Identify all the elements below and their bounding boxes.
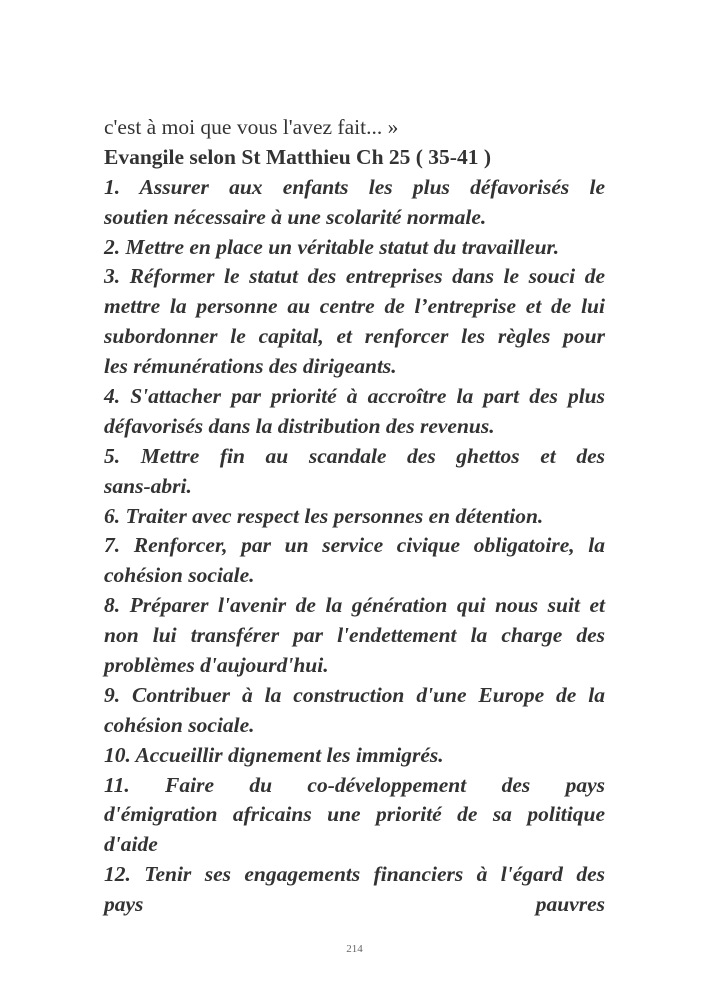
list-item-line: cohésion sociale. <box>104 712 255 737</box>
list-item-line: 7. Renforcer, par un service civique obligatoire, la <box>104 533 605 558</box>
proposal-list <box>104 173 605 920</box>
bible-reference: Evangile selon St Matthieu Ch 25 ( 35-41 ) <box>104 144 491 169</box>
list-item <box>104 681 605 741</box>
list-item-line: 4. S'attacher par priorité à accroître la part des plus <box>104 384 605 409</box>
list-item <box>104 262 605 382</box>
list-item-line: 9. Contribuer à la construction d'une Europe de la <box>104 682 605 707</box>
page-number: 214 <box>346 943 363 955</box>
list-item <box>104 173 605 233</box>
list-item-line: 11. Faire du co-développement des pays <box>104 772 605 797</box>
list-item-line: soutien nécessaire à une scolarité normale. <box>104 204 487 229</box>
list-item-line: les rémunérations des dirigeants. <box>104 354 397 379</box>
list-item-line: 1. Assurer aux enfants les plus défavorisés le <box>104 174 605 199</box>
list-item <box>104 502 605 532</box>
list-item-line: 2. Mettre en place un véritable statut du travailleur. <box>104 234 560 259</box>
list-item-line: 5. Mettre fin au scandale des ghettos et des <box>104 443 605 468</box>
list-item <box>104 860 605 920</box>
list-item-line: d'émigration africains une priorité de sa politique <box>104 802 605 827</box>
list-item-line: 6. Traiter avec respect les personnes en détention. <box>104 503 544 528</box>
list-item-line: sans-abri. <box>104 473 192 498</box>
list-item-line: cohésion sociale. <box>104 563 255 588</box>
list-item <box>104 531 605 591</box>
list-item-line: pays pauvres <box>104 892 605 917</box>
list-item-line: 3. Réformer le statut des entreprises dans le souci de <box>104 264 605 289</box>
list-item <box>104 591 605 681</box>
list-item-line: non lui transférer par l'endettement la charge des <box>104 623 605 648</box>
list-item-line: mettre la personne au centre de l’entreprise et de lui <box>104 294 605 319</box>
list-item <box>104 382 605 442</box>
list-item-line: problèmes d'aujourd'hui. <box>104 653 329 678</box>
list-item-line: d'aide <box>104 832 158 857</box>
quote-ending: c'est à moi que vous l'avez fait... » <box>104 115 399 139</box>
list-item-line: défavorisés dans la distribution des revenus. <box>104 413 495 438</box>
list-item <box>104 771 605 861</box>
list-item <box>104 233 605 263</box>
list-item-line: 10. Accueillir dignement les immigrés. <box>104 742 444 767</box>
list-item-line: 12. Tenir ses engagements financiers à l'égard des <box>104 862 605 887</box>
list-item <box>104 442 605 502</box>
document-page <box>104 113 605 920</box>
list-item-line: subordonner le capital, et renforcer les règles pour <box>104 324 605 349</box>
list-item <box>104 741 605 771</box>
list-item-line: 8. Préparer l'avenir de la génération qui nous suit et <box>104 593 605 618</box>
